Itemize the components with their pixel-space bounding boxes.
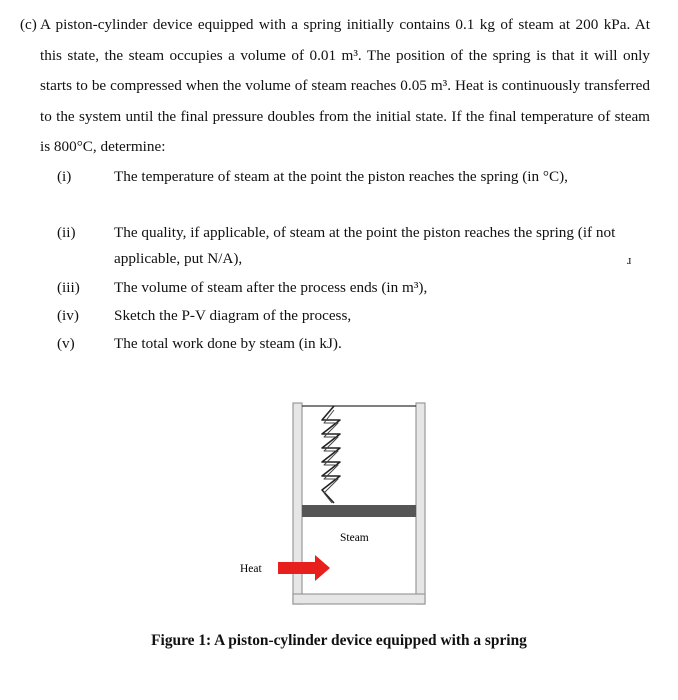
item-number: (v) bbox=[57, 335, 75, 352]
heat-label: Heat bbox=[240, 563, 262, 575]
paragraph-line: A piston-cylinder device equipped with a spring initially contains 0.1 kg of steam at 200 bbox=[40, 16, 599, 33]
item-number: (ii) bbox=[57, 224, 76, 241]
item-text-continued: applicable, put N/A), bbox=[114, 250, 243, 267]
figure-caption: Figure 1: A piston-cylinder device equipped with a spring bbox=[151, 632, 527, 649]
item-text: The total work done by steam (in kJ). bbox=[114, 335, 342, 352]
piston bbox=[302, 505, 416, 517]
item-text: The quality, if applicable, of steam at the point the piston reaches the spring (if not bbox=[114, 224, 616, 241]
stray-mark: ɹ bbox=[627, 252, 632, 267]
item-number: (iv) bbox=[57, 307, 79, 324]
item-text: Sketch the P-V diagram of the process, bbox=[114, 307, 352, 324]
item-text: The volume of steam after the process ends (in m³), bbox=[114, 279, 428, 296]
paragraph-line: state. If the final temperature of steam is 800°C, determine: bbox=[40, 107, 650, 155]
steam-label: Steam bbox=[340, 532, 369, 544]
paragraph-line: kPa. At this state, the steam occupies a volume of 0.01 m³. The position of the spring is bbox=[40, 16, 650, 64]
item-number: (i) bbox=[57, 168, 72, 185]
piston-cylinder-figure bbox=[0, 395, 678, 665]
cylinder-bottom-wall bbox=[293, 594, 425, 604]
paragraph-line: that it will only starts to be compressed when the volume of steam reaches 0.05 m³. Heat bbox=[40, 46, 650, 94]
item-number: (iii) bbox=[57, 279, 80, 296]
cylinder-right-wall bbox=[416, 403, 425, 604]
item-text: The temperature of steam at the point the piston reaches the spring (in °C), bbox=[114, 168, 568, 185]
heat-arrow-icon bbox=[278, 555, 330, 581]
question-paragraph bbox=[20, 10, 650, 163]
question-label: (c) bbox=[20, 16, 37, 33]
spring bbox=[322, 406, 340, 503]
paragraph-line: is continuously transferred to the system until the final pressure doubles from the initial bbox=[40, 77, 650, 125]
